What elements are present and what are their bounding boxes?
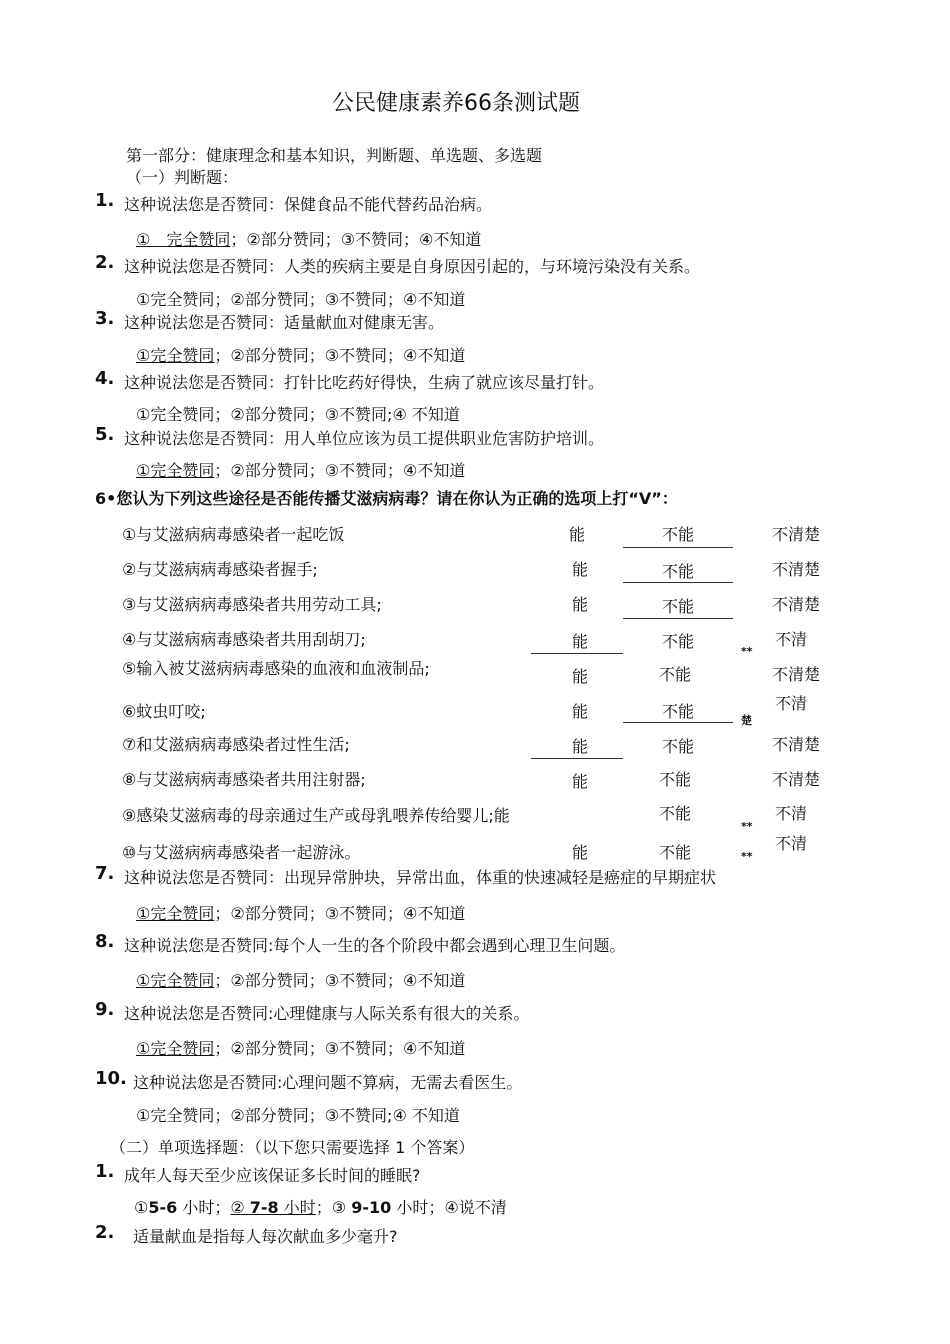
q6-item-2-answer-line [623, 582, 733, 583]
q10-options-rest[interactable]: ；②部分赞同；③不赞同;④ 不知道 [214, 1106, 460, 1125]
q5-option1[interactable]: ①完全赞同 [136, 461, 215, 480]
q2-text: 这种说法您是否赞同：人类的疾病主要是自身原因引起的，与环境污染没有关系。 [124, 257, 701, 276]
q9-option1[interactable]: ①完全赞同 [136, 1039, 215, 1058]
q5-options [136, 458, 465, 481]
q8-options-rest[interactable]: ；②部分赞同；③不赞同；④不知道 [214, 971, 466, 990]
q6-item-6-text: ⑥蚊虫叮咬; [122, 702, 206, 721]
s2-q1-option1-unit: 小时； [177, 1198, 231, 1217]
s2-q1-option2-mark[interactable]: ② [230, 1198, 250, 1217]
q6-item-6-answer-line [623, 722, 733, 723]
q7-number: 7. [95, 863, 115, 884]
q6-item-6-can[interactable]: 能 [572, 702, 589, 721]
q10-text: 这种说法您是否赞同:心理问题不算病，无需去看医生。 [133, 1073, 523, 1092]
q6-star-mark-2: 楚 [741, 714, 752, 727]
section2-heading: （二）单项选择题：（以下您只需要选择 1 个答案） [110, 1138, 475, 1157]
q1-option1[interactable]: ① 完全赞同 [136, 230, 231, 249]
q6-item-9-cannot[interactable]: 不能 [659, 804, 692, 823]
q6-star-mark-3: ** [741, 820, 753, 833]
q6-item-4-can[interactable]: 能 [572, 632, 589, 651]
s2-q1-option2 [230, 1198, 315, 1217]
q4-text: 这种说法您是否赞同：打针比吃药好得快，生病了就应该尽量打针。 [124, 373, 605, 392]
q6-item-3-unsure[interactable]: 不清楚 [772, 595, 821, 614]
q9-options-rest[interactable]: ；②部分赞同；③不赞同；④不知道 [214, 1039, 466, 1058]
q1-options [136, 227, 481, 250]
q1-options-rest[interactable]: ；②部分赞同；③不赞同；④不知道 [230, 230, 482, 249]
q6-item-8-can[interactable]: 能 [572, 772, 589, 791]
s2-q1-option1-mark[interactable]: ① [134, 1198, 149, 1217]
page-title: 公民健康素养66条测试题 [332, 91, 580, 116]
q6-item-2-text: ②与艾滋病病毒感染者握手; [122, 560, 318, 579]
q9-options [136, 1036, 465, 1059]
q3-option1[interactable]: ①完全赞同 [136, 346, 215, 365]
q6-item-4-text: ④与艾滋病病毒感染者共用刮胡刀; [122, 630, 366, 649]
q5-text: 这种说法您是否赞同：用人单位应该为员工提供职业危害防护培训。 [124, 429, 605, 448]
q2-options-rest[interactable]: ；②部分赞同；③不赞同；④不知道 [214, 290, 466, 309]
q6-item-2-can[interactable]: 能 [572, 560, 589, 579]
q6-item-8-text: ⑧与艾滋病病毒感染者共用注射器; [122, 770, 366, 789]
q6-item-5-cannot[interactable]: 不能 [659, 665, 692, 684]
q6-item-7-can[interactable]: 能 [572, 737, 589, 756]
q6-item-4-unsure[interactable]: 不清 [775, 630, 808, 649]
q9-number: 9. [95, 999, 115, 1020]
s2-q2-number: 2. [95, 1222, 115, 1243]
q7-option1[interactable]: ①完全赞同 [136, 904, 215, 923]
q7-options [136, 901, 465, 924]
q6-item-4-cannot[interactable]: 不能 [662, 632, 695, 651]
s2-q1-option3-mark[interactable]: ；③ [315, 1198, 352, 1217]
q6-item-4-answer-line [531, 653, 623, 654]
q4-number: 4. [95, 368, 115, 389]
q6-item-7-unsure[interactable]: 不清楚 [772, 735, 821, 754]
q2-option1[interactable]: ①完全赞同 [136, 290, 215, 309]
q4-option1[interactable]: ①完全赞同 [136, 405, 215, 424]
q5-options-rest[interactable]: ；②部分赞同；③不赞同；④不知道 [214, 461, 466, 480]
q6-item-5-can[interactable]: 能 [572, 667, 589, 686]
q8-number: 8. [95, 931, 115, 952]
s2-q1-options [134, 1195, 507, 1218]
q6-item-1-cannot[interactable]: 不能 [662, 525, 695, 544]
q2-number: 2. [95, 252, 115, 273]
q10-options [136, 1103, 460, 1126]
q6-item-10-unsure[interactable]: 不清 [775, 834, 808, 853]
s2-q1-text: 成年人每天至少应该保证多长时间的睡眠? [124, 1166, 421, 1185]
q1-text: 这种说法您是否赞同：保健食品不能代替药品治病。 [124, 195, 493, 214]
q6-heading: 6•您认为下列这些途径是否能传播艾滋病病毒？请在你认为正确的选项上打“V”： [95, 489, 678, 508]
q8-options [136, 968, 465, 991]
q6-item-9-unsure[interactable]: 不清 [775, 804, 808, 823]
q4-options [136, 402, 460, 425]
q6-item-9-text: ⑨感染艾滋病毒的母亲通过生产或母乳喂养传给婴儿;能 [122, 806, 510, 825]
section1-heading: （一）判断题： [126, 168, 239, 187]
q1-number: 1. [95, 190, 115, 211]
q3-text: 这种说法您是否赞同：适量献血对健康无害。 [124, 313, 445, 332]
s2-q2-text: 适量献血是指每人每次献血多少毫升? [133, 1227, 398, 1246]
q8-text: 这种说法您是否赞同:每个人一生的各个阶段中都会遇到心理卫生问题。 [124, 936, 626, 955]
q6-item-8-cannot[interactable]: 不能 [659, 770, 692, 789]
q6-star-mark-1: ** [741, 645, 753, 658]
s2-q1-option3-rest[interactable]: 小时；④说不清 [391, 1198, 507, 1217]
q8-option1[interactable]: ①完全赞同 [136, 971, 215, 990]
s2-q1-option2-value[interactable]: 7-8 [249, 1198, 279, 1217]
q6-item-8-unsure[interactable]: 不清楚 [772, 770, 821, 789]
q6-item-1-unsure[interactable]: 不清楚 [772, 525, 821, 544]
q7-text: 这种说法您是否赞同：出现异常肿块，异常出血，体重的快速减轻是癌症的早期症状 [124, 868, 717, 887]
q6-item-1-text: ①与艾滋病病毒感染者一起吃饭 [122, 525, 345, 544]
q6-item-3-text: ③与艾滋病病毒感染者共用劳动工具; [122, 595, 382, 614]
q6-item-5-text: ⑤输入被艾滋病病毒感染的血液和血液制品; [122, 659, 430, 678]
q3-options [136, 343, 465, 366]
q4-options-rest[interactable]: ；②部分赞同；③不赞同;④ 不知道 [214, 405, 460, 424]
q6-item-1-can[interactable]: 能 [569, 525, 586, 544]
q6-star-mark-4: ** [741, 850, 753, 863]
q6-item-10-can[interactable]: 能 [572, 843, 589, 862]
q3-number: 3. [95, 308, 115, 329]
q6-item-2-unsure[interactable]: 不清楚 [772, 560, 821, 579]
q6-item-1-answer-line [623, 547, 733, 548]
q6-item-6-unsure[interactable]: 不清 [775, 694, 808, 713]
q9-text: 这种说法您是否赞同:心理健康与人际关系有很大的关系。 [124, 1004, 530, 1023]
s2-q1-option2-unit: 小时 [278, 1198, 316, 1217]
q6-item-3-cannot[interactable]: 不能 [662, 597, 695, 616]
q6-item-7-answer-line [531, 758, 623, 759]
s2-q1-option1-value[interactable]: 5-6 [148, 1198, 178, 1217]
q6-item-7-text: ⑦和艾滋病病毒感染者过性生活; [122, 735, 350, 754]
q6-item-10-cannot[interactable]: 不能 [659, 843, 692, 862]
q3-options-rest[interactable]: ；②部分赞同；③不赞同；④不知道 [214, 346, 466, 365]
part1-heading: 第一部分：健康理念和基本知识，判断题、单选题、多选题 [126, 146, 543, 165]
q6-item-3-can[interactable]: 能 [572, 595, 589, 614]
q6-item-7-cannot[interactable]: 不能 [662, 737, 695, 756]
q10-option1[interactable]: ①完全赞同 [136, 1106, 215, 1125]
q5-number: 5. [95, 424, 115, 445]
q7-options-rest[interactable]: ；②部分赞同；③不赞同；④不知道 [214, 904, 466, 923]
s2-q1-option3-value[interactable]: 9-10 [351, 1198, 392, 1217]
s2-q1-number: 1. [95, 1161, 115, 1182]
q6-item-6-cannot[interactable]: 不能 [662, 702, 695, 721]
q6-item-10-text: ⑩与艾滋病病毒感染者一起游泳。 [122, 843, 361, 862]
q6-item-2-cannot[interactable]: 不能 [662, 562, 695, 581]
q6-item-5-unsure[interactable]: 不清楚 [772, 665, 821, 684]
q10-number: 10. [95, 1068, 127, 1089]
q2-options [136, 287, 465, 310]
q6-item-3-answer-line [623, 618, 733, 619]
